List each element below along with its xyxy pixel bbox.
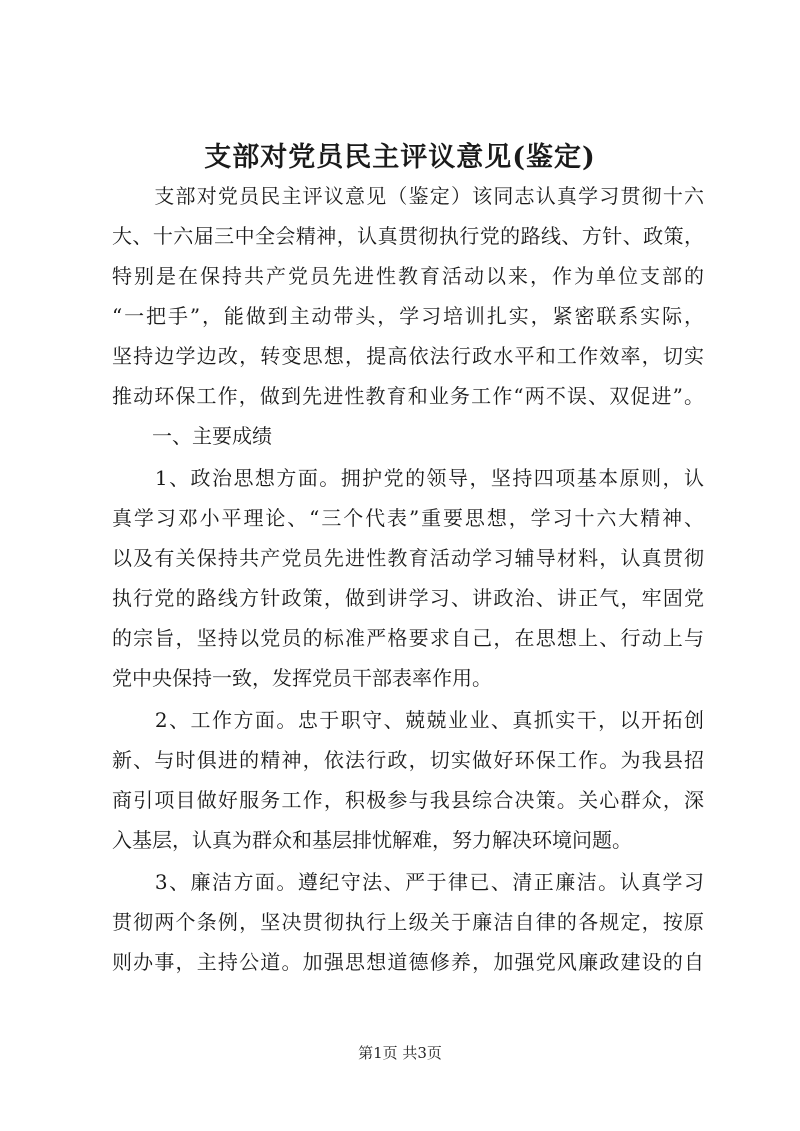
body-line: 支部对党员民主评议意见（鉴定）该同志认真学习贯彻十六 — [112, 184, 704, 208]
body-line: 新、与时俱进的精神，依法行政，切实做好环保工作。为我县招 — [112, 748, 704, 772]
body-line: 则办事，主持公道。加强思想道德修养，加强党风廉政建设的自 — [112, 950, 704, 974]
body-line: 商引项目做好服务工作，积极参与我县综合决策。关心群众，深 — [112, 788, 704, 812]
body-line: 贯彻两个条例，坚决贯彻执行上级关于廉洁自律的各规定，按原 — [112, 910, 704, 934]
section-heading: 一、主要成绩 — [112, 424, 272, 448]
body-line: “一把手”，能做到主动带头，学习培训扎实，紧密联系实际， — [112, 304, 704, 328]
body-line: 3、廉洁方面。遵纪守法、严于律已、清正廉洁。认真学习 — [112, 870, 704, 894]
body-line: 推动环保工作，做到先进性教育和业务工作“两不误、双促进”。 — [112, 384, 704, 408]
body-line: 1、政治思想方面。拥护党的领导，坚持四项基本原则，认 — [112, 466, 704, 490]
body-line: 以及有关保持共产党员先进性教育活动学习辅导材料，认真贯彻 — [112, 546, 704, 570]
body-line: 坚持边学边改，转变思想，提高依法行政水平和工作效率，切实 — [112, 344, 704, 368]
body-line: 党中央保持一致，发挥党员干部表率作用。 — [112, 666, 492, 690]
body-line: 执行党的路线方针政策，做到讲学习、讲政治、讲正气，牢固党 — [112, 586, 704, 610]
body-line: 大、十六届三中全会精神，认真贯彻执行党的路线、方针、政策， — [112, 224, 704, 248]
body-line: 2、工作方面。忠于职守、兢兢业业、真抓实干，以开拓创 — [112, 708, 704, 732]
body-line: 特别是在保持共产党员先进性教育活动以来，作为单位支部的 — [112, 264, 704, 288]
body-line: 入基层，认真为群众和基层排忧解难，努力解决环境问题。 — [112, 828, 632, 852]
body-line: 的宗旨，坚持以党员的标准严格要求自己，在思想上、行动上与 — [112, 626, 704, 650]
document-title: 支部对党员民主评议意见(鉴定) — [204, 142, 596, 173]
body-line: 真学习邓小平理论、“三个代表”重要思想，学习十六大精神、 — [112, 506, 704, 530]
page-indicator: 第1页 共3页 — [358, 1044, 442, 1062]
